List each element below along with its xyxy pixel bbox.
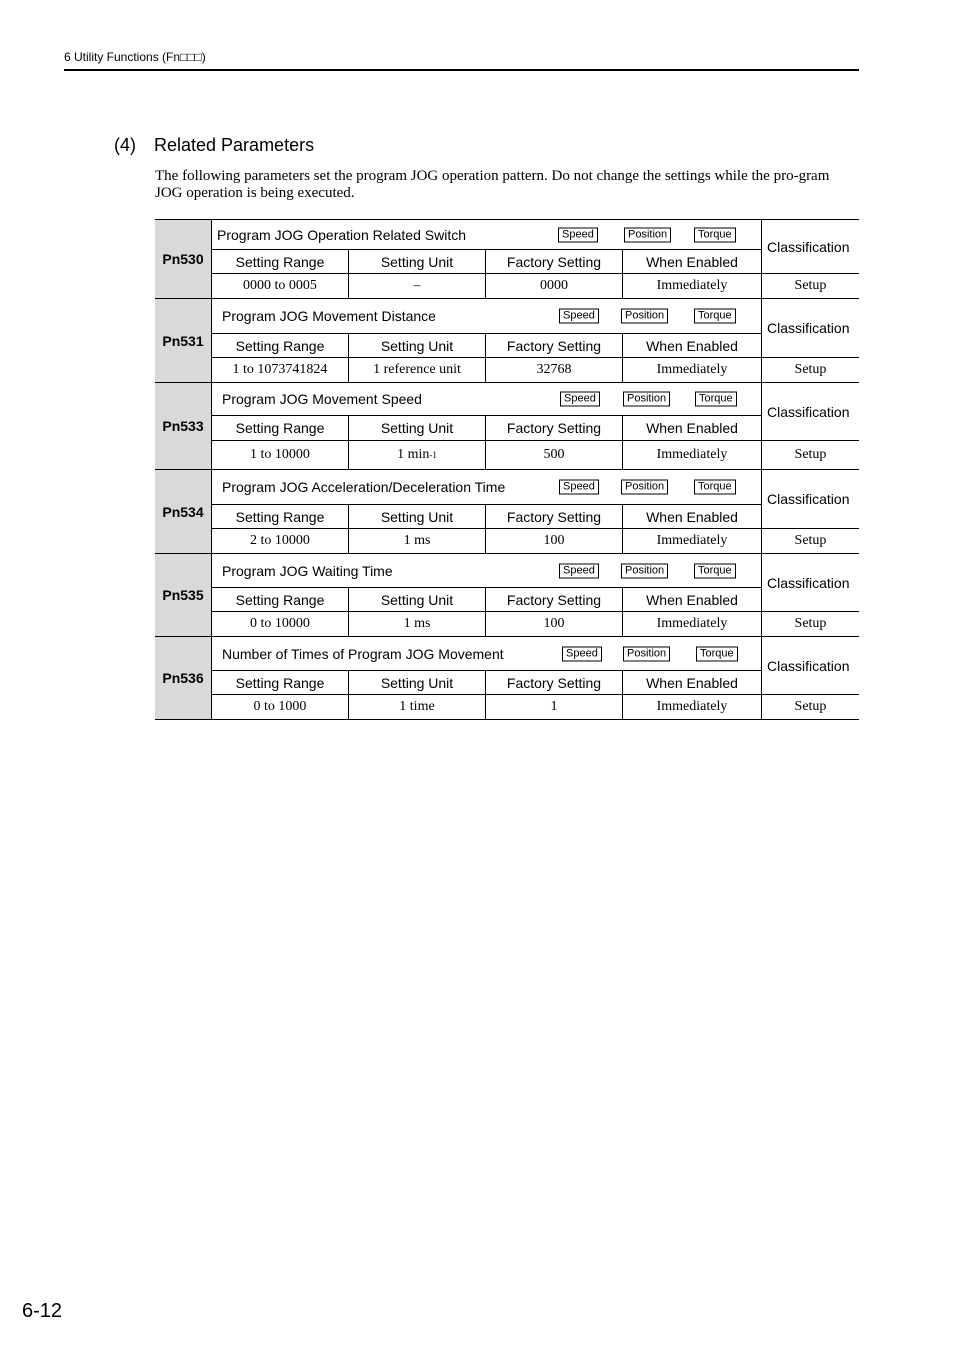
factory-setting-header: Factory Setting — [486, 588, 623, 612]
parameter-title-row — [212, 470, 761, 505]
torque-tag: Torque — [694, 480, 736, 495]
classification-value: Setup — [761, 695, 859, 719]
parameter-title: Program JOG Movement Distance — [222, 308, 436, 324]
speed-tag: Speed — [562, 646, 602, 661]
factory-setting-value: 100 — [486, 612, 623, 636]
header-rule — [64, 69, 859, 71]
position-tag: Position — [621, 309, 668, 324]
classification-header: Classification — [761, 637, 859, 695]
when-enabled-header: When Enabled — [623, 416, 761, 441]
position-tag: Position — [623, 392, 670, 407]
setting-range-value: 0000 to 0005 — [212, 274, 349, 298]
classification-value: Setup — [761, 358, 859, 382]
setting-unit-header: Setting Unit — [349, 416, 486, 441]
parameter-id: Pn536 — [155, 637, 212, 719]
setting-unit-exponent: -1 — [429, 450, 437, 460]
parameter-block — [155, 553, 859, 636]
speed-tag: Speed — [559, 480, 599, 495]
classification-value: Setup — [761, 612, 859, 636]
when-enabled-header: When Enabled — [623, 671, 761, 695]
classification-header: Classification — [761, 220, 859, 274]
parameter-title-row — [212, 383, 761, 416]
setting-unit-header: Setting Unit — [349, 671, 486, 695]
setting-unit-value: 1 time — [349, 695, 486, 719]
parameter-id: Pn535 — [155, 554, 212, 636]
setting-range-value: 2 to 10000 — [212, 529, 349, 553]
torque-tag: Torque — [696, 646, 738, 661]
setting-range-header: Setting Range — [212, 416, 349, 441]
when-enabled-header: When Enabled — [623, 334, 761, 358]
classification-header: Classification — [761, 299, 859, 358]
speed-tag: Speed — [559, 563, 599, 578]
parameter-title-row — [212, 220, 761, 250]
position-tag: Position — [621, 563, 668, 578]
speed-tag: Speed — [560, 392, 600, 407]
classification-value: Setup — [761, 529, 859, 553]
parameter-title-row — [212, 299, 761, 334]
factory-setting-value: 1 — [486, 695, 623, 719]
parameter-block — [155, 469, 859, 553]
when-enabled-value: Immediately — [656, 362, 728, 377]
classification-header: Classification — [761, 554, 859, 612]
running-header: 6 Utility Functions (Fn□□□) — [64, 50, 206, 64]
torque-tag: Torque — [695, 392, 737, 407]
torque-tag: Torque — [694, 309, 736, 324]
torque-tag: Torque — [694, 563, 736, 578]
parameter-title: Number of Times of Program JOG Movement — [222, 645, 504, 662]
factory-setting-value: 32768 — [486, 358, 623, 382]
parameter-block — [155, 298, 859, 382]
section-title: Related Parameters — [154, 135, 315, 155]
factory-setting-header: Factory Setting — [486, 505, 623, 529]
classification-value: Setup — [761, 441, 859, 469]
parameter-block — [155, 219, 859, 298]
setting-range-value: 0 to 10000 — [212, 612, 349, 636]
when-enabled-value: Immediately — [656, 616, 728, 631]
speed-tag: Speed — [558, 227, 598, 242]
classification-header: Classification — [761, 383, 859, 441]
setting-range-header: Setting Range — [212, 334, 349, 358]
classification-value: Setup — [761, 274, 859, 298]
setting-range-header: Setting Range — [212, 588, 349, 612]
setting-range-header: Setting Range — [212, 671, 349, 695]
when-enabled-value: Immediately — [656, 533, 728, 548]
setting-unit-value — [349, 441, 486, 469]
factory-setting-header: Factory Setting — [486, 671, 623, 695]
section-heading — [114, 135, 314, 156]
when-enabled-header: When Enabled — [623, 250, 761, 274]
factory-setting-value: 0000 — [486, 274, 623, 298]
when-enabled-header: When Enabled — [623, 505, 761, 529]
factory-setting-header: Factory Setting — [486, 250, 623, 274]
classification-header: Classification — [761, 470, 859, 529]
setting-unit-value: 1 reference unit — [349, 358, 486, 382]
parameter-id: Pn534 — [155, 470, 212, 553]
intro-paragraph: The following parameters set the program JOG operation pattern. Do not change the settings while the pro-gram JOG operation is being executed. — [155, 168, 830, 201]
parameter-title: Program JOG Operation Related Switch — [217, 226, 466, 243]
when-enabled-value: Immediately — [656, 699, 728, 714]
setting-unit-value: 1 ms — [349, 529, 486, 553]
parameter-title: Program JOG Acceleration/Deceleration Time — [222, 479, 506, 495]
parameter-id: Pn533 — [155, 383, 212, 469]
setting-range-value: 1 to 10000 — [212, 441, 349, 469]
factory-setting-header: Factory Setting — [486, 416, 623, 441]
setting-unit-header: Setting Unit — [349, 505, 486, 529]
setting-unit-header: Setting Unit — [349, 588, 486, 612]
parameter-title: Program JOG Movement Speed — [222, 391, 422, 407]
position-tag: Position — [621, 480, 668, 495]
setting-range-value: 0 to 1000 — [212, 695, 349, 719]
parameter-id: Pn530 — [155, 220, 212, 298]
position-tag: Position — [623, 646, 670, 661]
factory-setting-value: 100 — [486, 529, 623, 553]
parameter-title-row — [212, 637, 761, 671]
parameter-id: Pn531 — [155, 299, 212, 382]
when-enabled-value: Immediately — [656, 278, 728, 293]
setting-unit-header: Setting Unit — [349, 334, 486, 358]
section-number: (4) — [114, 135, 136, 155]
speed-tag: Speed — [559, 309, 599, 324]
factory-setting-value: 500 — [486, 441, 623, 469]
parameter-block — [155, 636, 859, 720]
parameter-title: Program JOG Waiting Time — [222, 562, 393, 579]
setting-unit-header: Setting Unit — [349, 250, 486, 274]
parameter-title-row — [212, 554, 761, 588]
setting-range-header: Setting Range — [212, 505, 349, 529]
setting-range-header: Setting Range — [212, 250, 349, 274]
torque-tag: Torque — [694, 227, 736, 242]
when-enabled-header: When Enabled — [623, 588, 761, 612]
position-tag: Position — [624, 227, 671, 242]
setting-unit-text: 1 min — [397, 447, 430, 462]
factory-setting-header: Factory Setting — [486, 334, 623, 358]
parameter-table — [155, 219, 859, 720]
parameter-block — [155, 382, 859, 469]
setting-range-value: 1 to 1073741824 — [212, 358, 349, 382]
when-enabled-value: Immediately — [656, 447, 728, 462]
setting-unit-value: 1 ms — [349, 612, 486, 636]
setting-unit-value: – — [349, 274, 486, 298]
page-number: 6-12 — [22, 1300, 63, 1322]
